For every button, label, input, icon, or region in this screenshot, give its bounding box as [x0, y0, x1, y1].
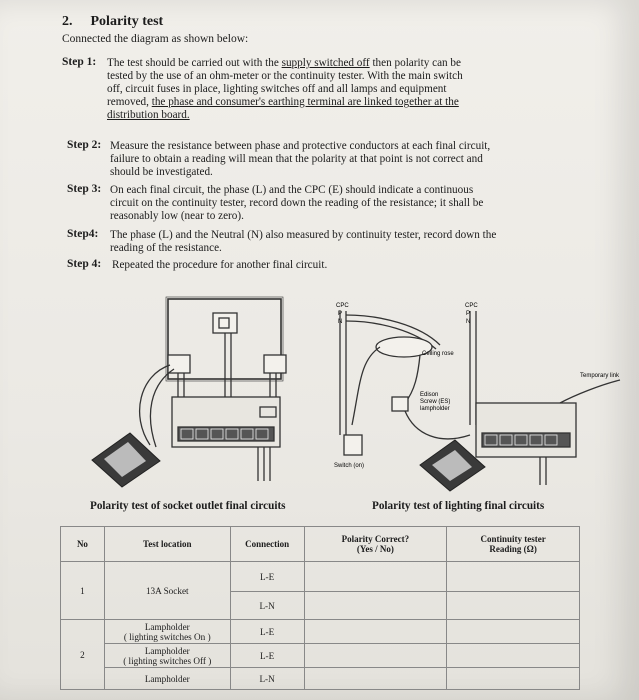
- step-text-segment: distribution board.: [107, 109, 190, 121]
- step-text-segment: Repeated the procedure for another final circuit.: [112, 259, 328, 271]
- step-line: [107, 57, 463, 70]
- step-line: [112, 259, 327, 272]
- label-n-left: N: [338, 319, 343, 325]
- header-test-location: Test location: [104, 527, 230, 562]
- row-1a-reading-cell[interactable]: [447, 562, 580, 592]
- step-4b-label: Step 4:: [67, 258, 102, 270]
- step-line: [107, 109, 463, 122]
- step-1-label: Step 1:: [62, 56, 97, 68]
- row-2c-location: Lampholder: [104, 668, 230, 690]
- distribution-board-right: [476, 403, 576, 457]
- row-2c-reading-cell[interactable]: [447, 668, 580, 690]
- row-2b-connection: L-E: [230, 644, 304, 668]
- polarity-results-table: [60, 526, 580, 690]
- row-1-no: 1: [61, 562, 105, 620]
- step-text-segment: The phase (L) and the Neutral (N) also measured by continuity tester, record down the: [110, 229, 497, 241]
- section-title: Polarity test: [90, 14, 164, 29]
- step-text-segment: then polarity can be: [369, 57, 461, 69]
- step-text-segment: The test should be carried out with the: [107, 57, 282, 69]
- step-text-segment: off, circuit fuses in place, lighting switches off and all lamps and equipment: [107, 83, 447, 95]
- step-line: [107, 83, 463, 96]
- step-text-segment: failure to obtain a reading will mean that the polarity at that point is not correct and: [110, 153, 483, 165]
- step-text-segment: supply switched off: [281, 57, 370, 69]
- row-2a-polarity-cell[interactable]: [304, 620, 447, 644]
- step-4b-text: [112, 259, 327, 272]
- header-no: No: [61, 527, 105, 562]
- step-text-segment: removed,: [107, 96, 152, 108]
- light-switch: [344, 435, 362, 455]
- header-continuity-reading: Continuity tester Reading (Ω): [447, 527, 580, 562]
- row-1-connection-ln: L-N: [230, 592, 304, 620]
- row-1b-polarity-cell[interactable]: [304, 592, 447, 620]
- step-line: [110, 197, 483, 210]
- label-edison-1: Edison: [420, 392, 439, 398]
- step-text-segment: tested by the use of an ohm-meter or the continuity tester. With the main switch: [107, 70, 463, 82]
- label-switch: Switch (on): [334, 463, 365, 469]
- row-2-no: 2: [61, 620, 105, 690]
- step-line: [110, 210, 483, 223]
- table-row: [61, 562, 580, 592]
- row-2b-reading-cell[interactable]: [447, 644, 580, 668]
- socket-top: [213, 313, 237, 333]
- step-text-segment: Measure the resistance between phase and protective conductors at each final circuit,: [110, 140, 491, 152]
- polarity-test-diagrams: [0, 285, 639, 500]
- step-text-segment: reading of the resistance.: [110, 242, 222, 254]
- row-1-location: 13A Socket: [104, 562, 230, 620]
- intro-text: Connected the diagram as shown below:: [62, 33, 249, 45]
- table-row: [61, 644, 580, 668]
- continuity-tester-right: [420, 440, 485, 491]
- row-2a-reading-cell[interactable]: [447, 620, 580, 644]
- step-line: [110, 140, 490, 153]
- row-2c-polarity-cell[interactable]: [304, 668, 447, 690]
- step-line: [110, 153, 490, 166]
- step-3-label: Step 3:: [67, 183, 102, 195]
- continuity-tester-left: [92, 433, 160, 487]
- row-2a-connection: L-E: [230, 620, 304, 644]
- section-heading: [62, 14, 163, 30]
- lighting-circuit-diagram: [340, 311, 620, 485]
- step-text-segment: the phase and consumer's earthing terminal are linked together at the: [151, 96, 459, 108]
- step-text-segment: circuit on the continuity tester, record down the reading of the resistance; it shall be: [110, 197, 484, 209]
- table-row: [61, 668, 580, 690]
- table-header-row: [61, 527, 580, 562]
- step-text-segment: should be investigated.: [110, 166, 213, 178]
- label-n-right: N: [466, 319, 471, 325]
- socket-circuit-diagram: [140, 297, 286, 481]
- row-1a-polarity-cell[interactable]: [304, 562, 447, 592]
- step-line: [110, 242, 496, 255]
- step-line: [110, 184, 483, 197]
- lampholder: [392, 397, 408, 411]
- step-text-segment: reasonably low (near to zero).: [110, 210, 244, 222]
- label-edison-3: lampholder: [420, 406, 450, 412]
- label-cpc-right: CPC: [465, 303, 478, 309]
- step-line: [107, 96, 463, 109]
- label-p-right: P: [466, 311, 471, 317]
- label-cpc-left: CPC: [336, 303, 349, 309]
- step-line: [110, 229, 496, 242]
- label-edison-2: Screw (ES): [420, 399, 451, 405]
- label-p-left: P: [338, 311, 343, 317]
- step-4a-label: Step4:: [67, 228, 99, 240]
- step-2-label: Step 2:: [67, 139, 102, 151]
- row-2c-connection: L-N: [230, 668, 304, 690]
- section-number: 2.: [62, 14, 73, 29]
- row-1b-reading-cell[interactable]: [447, 592, 580, 620]
- row-2a-location: Lampholder ( lighting switches On ): [104, 620, 230, 644]
- step-line: [107, 70, 463, 83]
- step-line: [110, 166, 490, 179]
- label-temporary-link: Temporary link: [580, 373, 620, 379]
- row-2b-location: Lampholder ( lighting switches Off ): [104, 644, 230, 668]
- header-polarity-correct: Polarity Correct? (Yes / No): [304, 527, 447, 562]
- label-ceiling-rose: Ceiling rose: [422, 351, 454, 357]
- row-1-connection-le: L-E: [230, 562, 304, 592]
- caption-socket-test: Polarity test of socket outlet final circuits: [90, 500, 286, 512]
- caption-lighting-test: Polarity test of lighting final circuits: [372, 500, 545, 512]
- header-connection: Connection: [230, 527, 304, 562]
- table-row: [61, 620, 580, 644]
- step-3-text: [110, 184, 483, 223]
- step-4a-text: [110, 229, 496, 255]
- row-2b-polarity-cell[interactable]: [304, 644, 447, 668]
- step-text-segment: On each final circuit, the phase (L) and the CPC (E) should indicate a continuous: [110, 184, 474, 196]
- socket-right: [264, 355, 286, 373]
- step-2-text: [110, 140, 490, 179]
- step-1-text: [107, 57, 463, 122]
